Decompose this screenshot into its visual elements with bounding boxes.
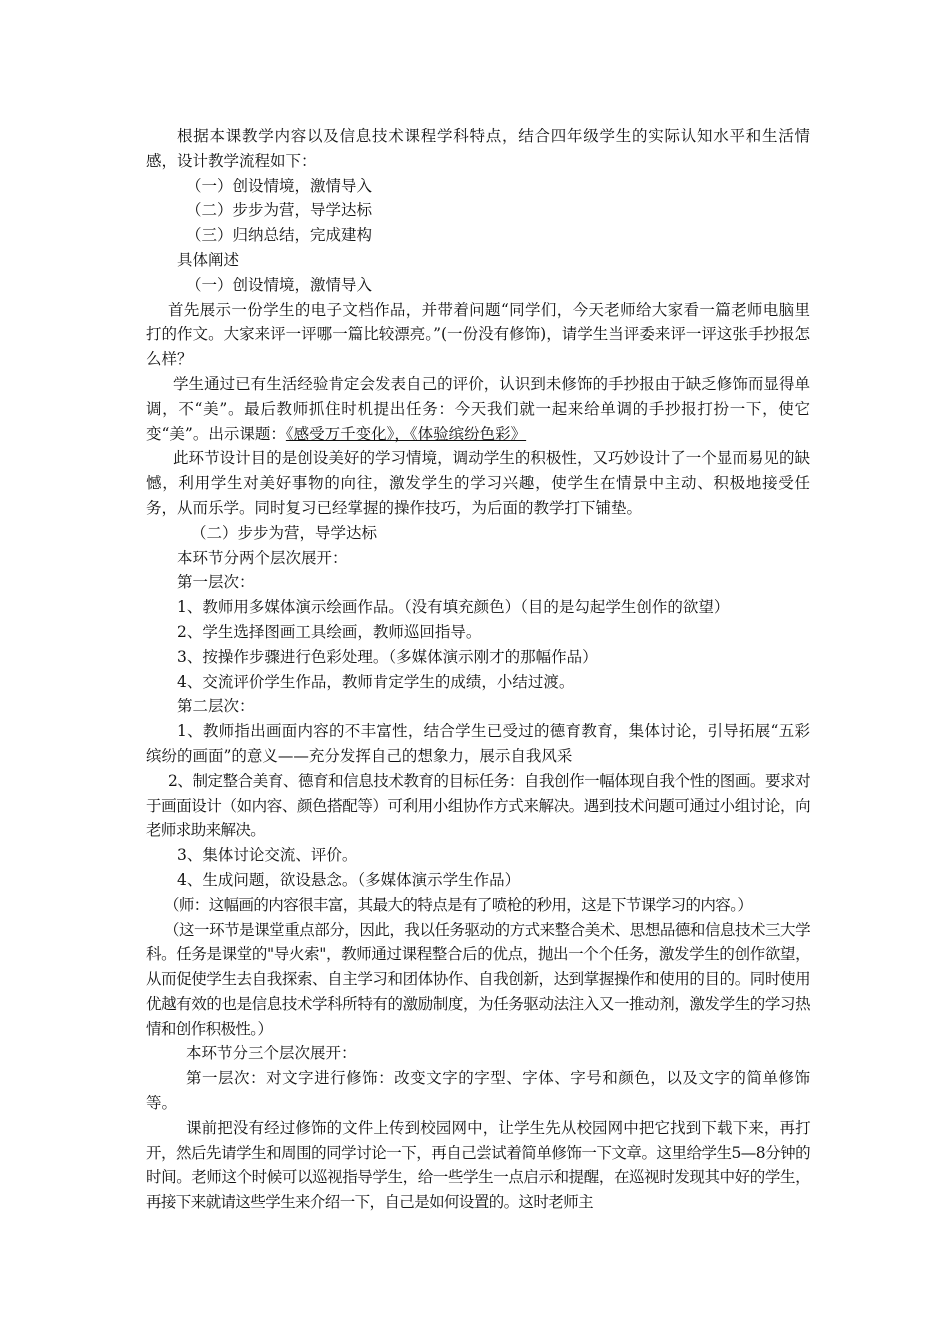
paragraph-design-rationale: （这一环节是课堂重点部分，因此，我以任务驱动的方式来整合美术、思想品德和信息技术三大学科。任务是课堂的"导火索"，教师通过课程整合后的优点，抛出一个个任务，激发学生的创作欲望，从而促使学生去自我探索、自主学习和团体协作、自我创新，达到掌握操作和使用的目的。同时使用优越有效的也是信息技术学科所特有的激励制度，为任务驱动法注入又一推动剂，激发学生的学习热情和创作积极性。） — [146, 920, 810, 1038]
level1-step-3: 3、按操作步骤进行色彩处理。（多媒体演示刚才的那幅作品） — [177, 647, 598, 666]
level2-step-4: 4、生成问题，欲设悬念。（多媒体演示学生作品） — [177, 870, 521, 889]
document-page — [146, 124, 810, 1215]
level2-step-3: 3、集体讨论交流、评价。 — [177, 846, 358, 865]
level-heading-2: 第二层次： — [177, 697, 255, 716]
paragraph-section1-b-text: 学生通过已有生活经验肯定会发表自己的评价，认识到未修饰的手抄报由于缺乏修饰而显得单调，不“美”。最后教师抓住时机提出任务：今天我们就一起来给单调的手抄报打扮一下，使它变“美”。出示课题： — [146, 374, 810, 443]
outline-item-2: （二）步步为营，导学达标 — [186, 201, 373, 220]
section-heading-details: 具体阐述 — [177, 250, 240, 269]
section-heading-2: （二）步步为营，导学达标 — [191, 523, 378, 542]
level-heading-1: 第一层次： — [177, 573, 255, 592]
section-heading-1: （一）创设情境，激情导入 — [186, 275, 373, 294]
level1-step-4: 4、交流评价学生作品，教师肯定学生的成绩，小结过渡。 — [177, 672, 575, 691]
paragraph-three-levels: 本环节分三个层次展开： — [186, 1044, 357, 1063]
outline-item-1: （一）创设情境，激情导入 — [186, 176, 373, 195]
teacher-note: （师：这幅画的内容很丰富，其最大的特点是有了喷枪的秒用，这是下节课学习的内容。） — [164, 895, 753, 914]
level3-heading-1: 第一层次：对文字进行修饰：改变文字的字型、字体、字号和颜色，以及文字的简单修饰等。 — [146, 1069, 810, 1113]
level1-step-2: 2、学生选择图画工具绘画，教师巡回指导。 — [177, 622, 482, 641]
paragraph-section1-c: 此环节设计目的是创设美好的学习情境，调动学生的积极性，又巧妙设计了一个显而易见的缺憾，利用学生对美好事物的向往，激发学生的学习兴趣，使学生在情景中主动、积极地接受任务，从而乐学。同时复习已经掌握的操作技巧，为后面的教学打下铺垫。 — [146, 449, 810, 517]
paragraph-preclass-upload: 课前把没有经过修饰的文件上传到校园网中，让学生先从校园网中把它找到下载下来，再打开，然后先请学生和周围的同学讨论一下，再自己尝试着简单修饰一下文章。这里给学生5—8分钟的时间。老师这个时候可以巡视指导学生，给一些学生一点启示和提醒，在巡视时发现其中好的学生，再接下来就请这些学生来介绍一下，自己是如何设置的。这时老师主 — [146, 1118, 810, 1212]
paragraph-section1-a: 首先展示一份学生的电子文档作品，并带着问题“同学们，今天老师给大家看一篇老师电脑里打的作文。大家来评一评哪一篇比较漂亮。”(一份没有修饰)，请学生当评委来评一评这张手抄报怎么样？ — [146, 300, 810, 369]
level1-step-1: 1、教师用多媒体演示绘画作品。（没有填充颜色）（目的是勾起学生创作的欲望） — [177, 598, 730, 617]
outline-item-3: （三）归纳总结，完成建构 — [186, 226, 373, 245]
lesson-title-underlined: 《感受万千变化》，《体验缤纷色彩》 — [285, 424, 527, 443]
paragraph-two-levels: 本环节分两个层次展开： — [177, 548, 348, 567]
paragraph-intro: 根据本课教学内容以及信息技术课程学科特点，结合四年级学生的实际认知水平和生活情感，设计教学流程如下： — [146, 127, 810, 170]
level2-step-1: 1、教师指出画面内容的不丰富性，结合学生已受过的德育教育，集体讨论，引导拓展“五彩缤纷的画面”的意义——充分发挥自己的想象力，展示自我风采 — [146, 722, 810, 765]
paragraph-section1-b — [146, 372, 810, 446]
level2-step-2: 2、制定整合美育、德育和信息技术教育的目标任务：自我创作一幅体现自我个性的图画。要求对于画面设计（如内容、颜色搭配等）可利用小组协作方式来解决。遇到技术问题可通过小组讨论，向老师求助来解决。 — [146, 771, 810, 840]
